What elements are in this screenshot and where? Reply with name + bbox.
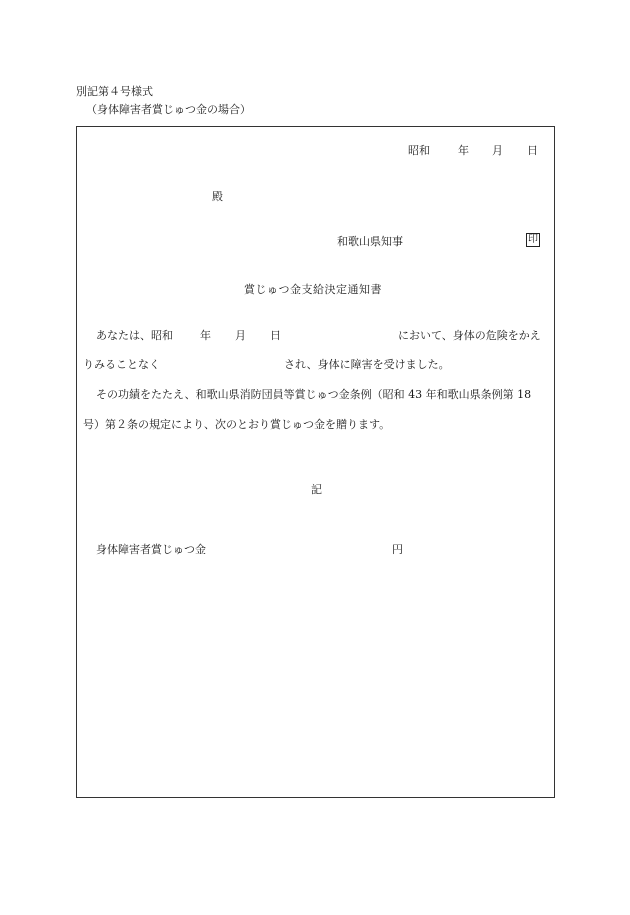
- body-p2-tail: され、身体に障害を受けました。: [284, 358, 450, 371]
- body-p1-year: 年: [200, 329, 211, 342]
- body-p2-lead: りみることなく: [83, 358, 160, 371]
- body-p1-day: 日: [270, 329, 281, 342]
- seal-mark: 印: [528, 234, 538, 245]
- issuer-name: 和歌山県知事: [337, 235, 403, 248]
- award-label: 身体障害者賞じゅつ金: [96, 543, 206, 556]
- body-p1-lead: あなたは、昭和: [96, 329, 173, 342]
- date-year-unit: 年: [458, 144, 469, 157]
- body-p1-month: 月: [235, 329, 246, 342]
- document-title: 賞じゅつ金支給決定通知書: [244, 283, 382, 296]
- document-frame: [76, 126, 555, 798]
- award-unit: 円: [392, 543, 403, 556]
- date-era: 昭和: [408, 144, 430, 157]
- body-p3-line1: その功績をたたえ、和歌山県消防団員等賞じゅつ金条例（昭和 43 年和歌山県条例第 18: [96, 388, 532, 401]
- form-subtitle: （身体障害者賞じゅつ金の場合）: [86, 103, 251, 116]
- form-number-label: 別記第４号様式: [76, 85, 153, 98]
- ki-marker: 記: [311, 483, 322, 496]
- body-p3-line2: 号）第２条の規定により、次のとおり賞じゅつ金を贈ります。: [83, 418, 391, 431]
- date-day-unit: 日: [527, 144, 538, 157]
- body-p1-tail: において、身体の危険をかえ: [398, 329, 541, 342]
- recipient-honorific: 殿: [212, 190, 223, 203]
- date-month-unit: 月: [492, 144, 503, 157]
